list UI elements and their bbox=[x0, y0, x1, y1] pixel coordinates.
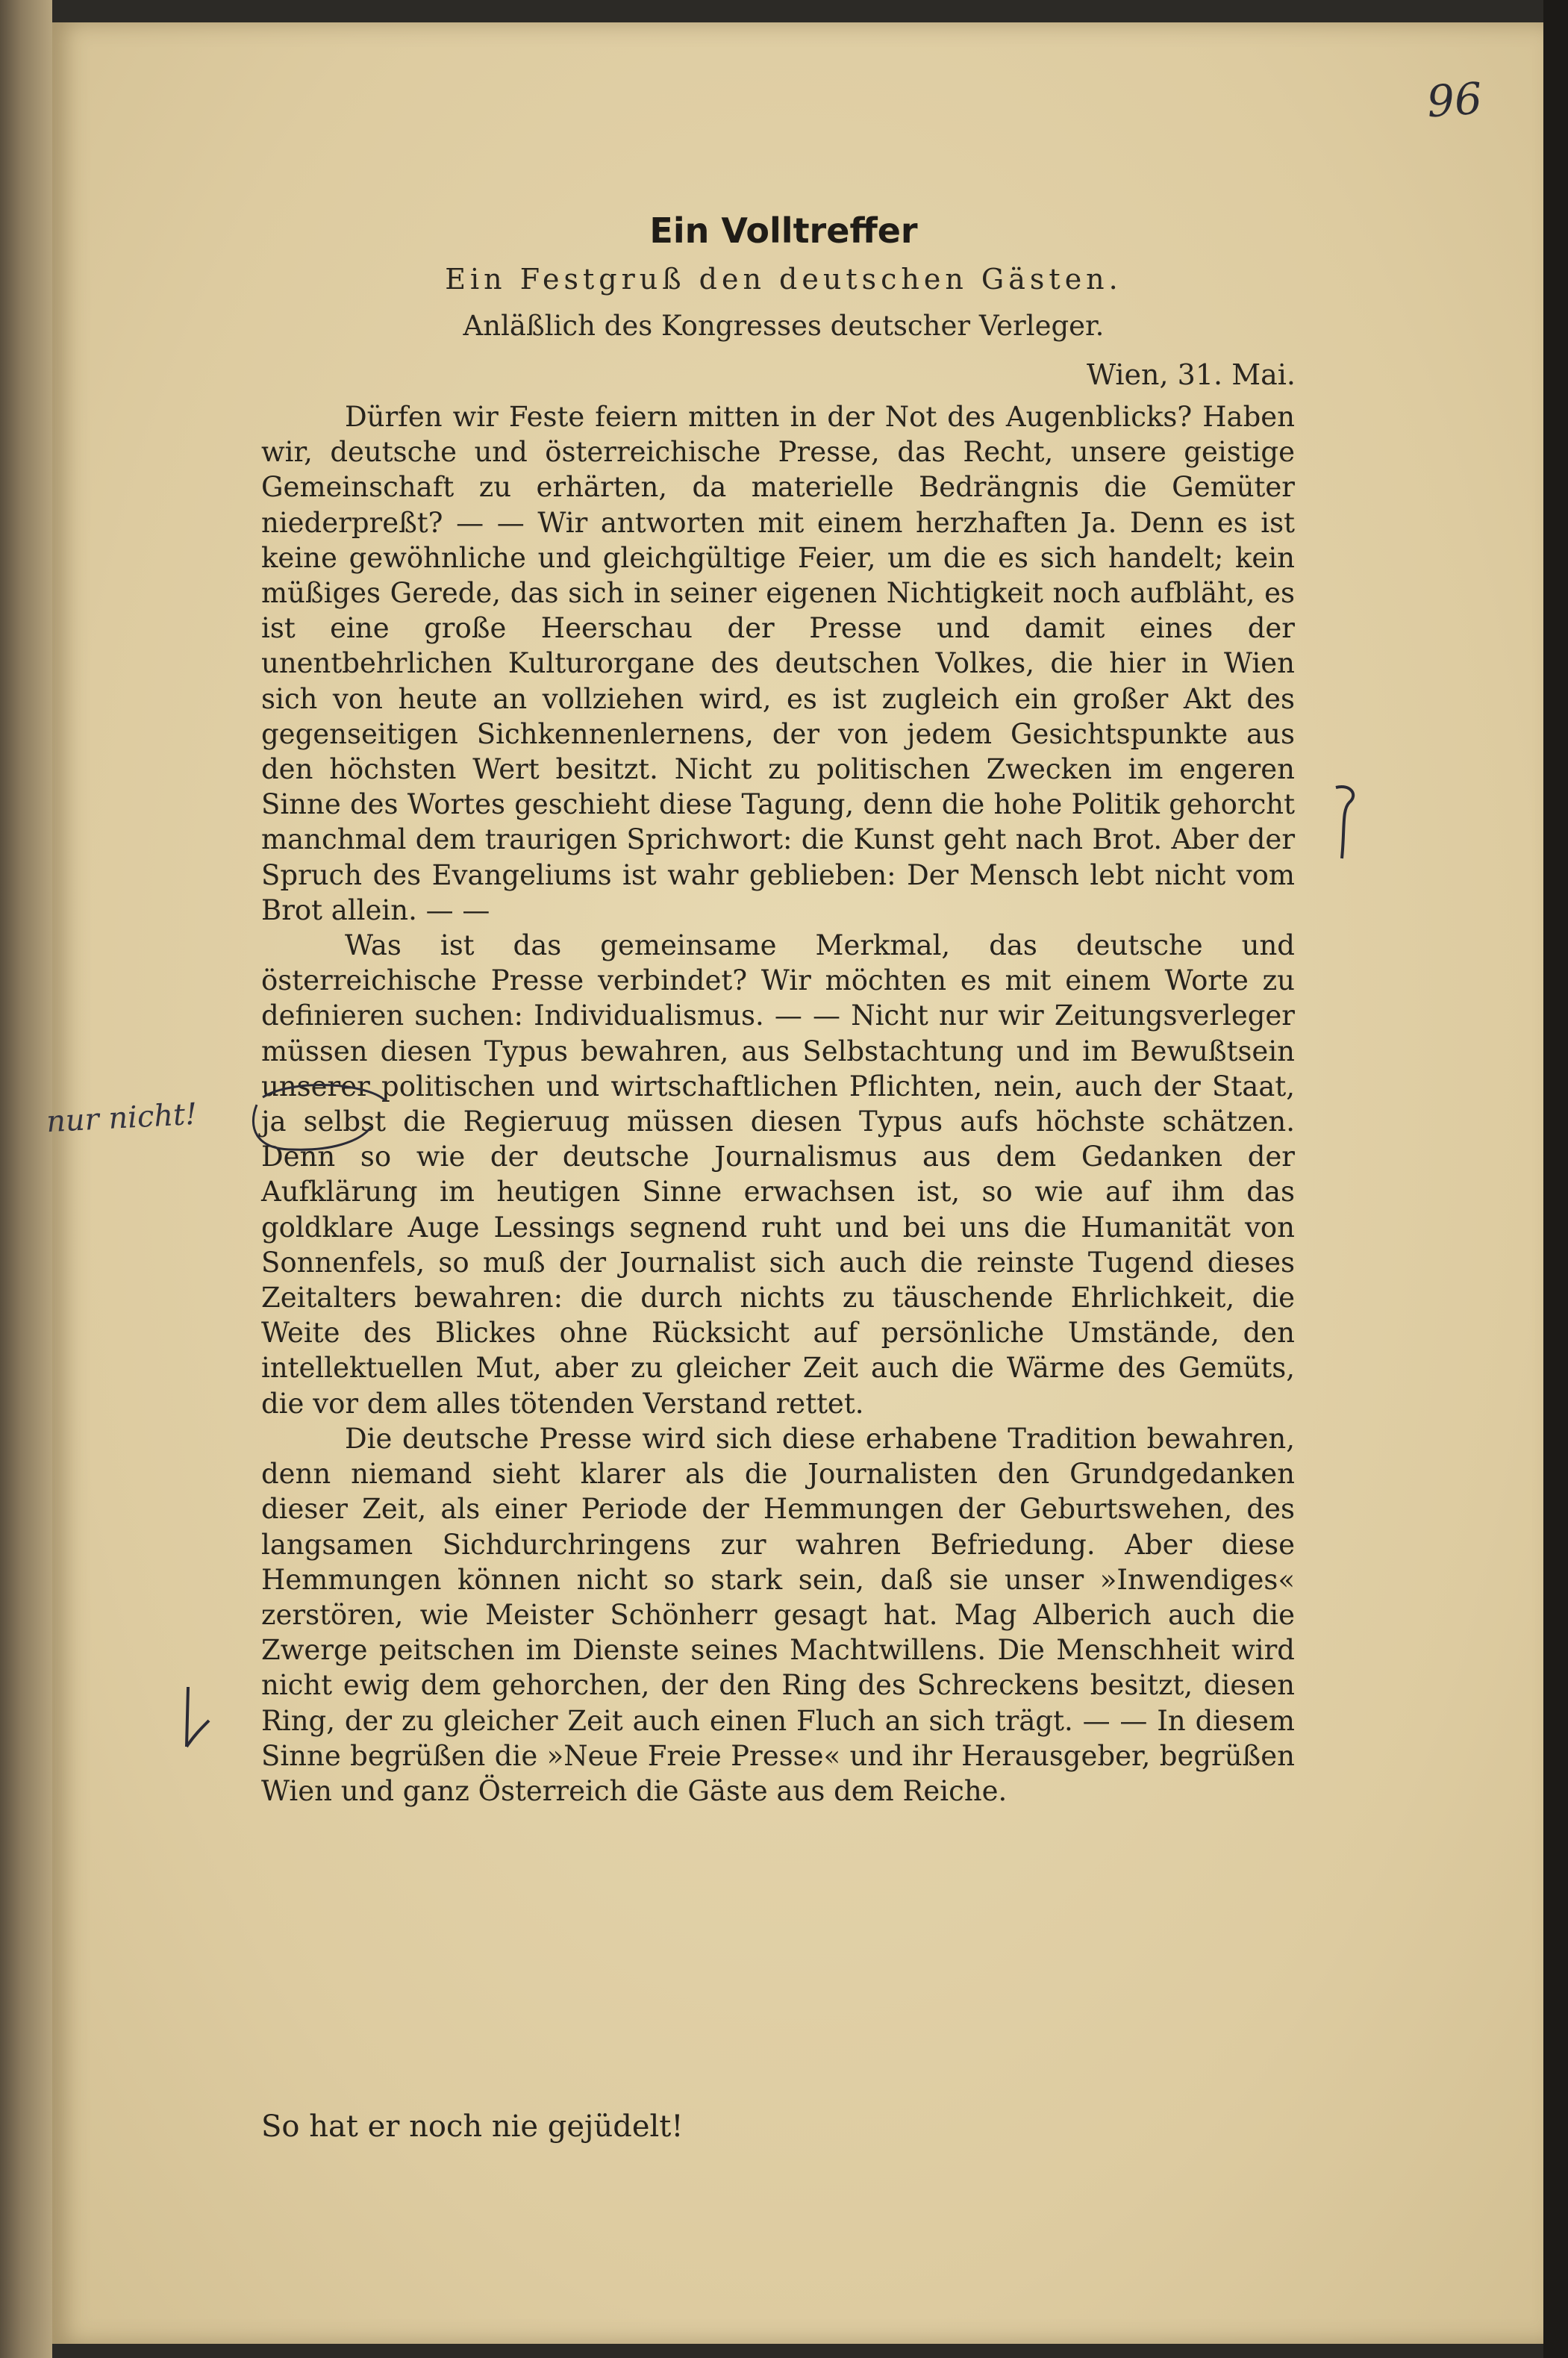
page-number: 96 bbox=[1425, 72, 1484, 128]
dateline: Wien, 31. Mai. bbox=[1087, 358, 1296, 391]
page-edge bbox=[1543, 0, 1568, 2358]
article-subtitle: Ein Festgruß den deutschen Gästen. bbox=[445, 263, 1122, 296]
article-title: Ein Volltreffer bbox=[649, 210, 918, 251]
paragraph-2: Was ist das gemeinsame Merkmal, das deutsche und österreichische Presse verbindet? Wir möchten es mit einem Worte zu definieren suchen: Individualismus. — — Nicht nur wir Zeitungsverleger müssen diesen Typus bewahren, aus Selbstachtung und im Bewußtsein unserer politischen und wirtschaftlichen Pflichten, nein, auch der Staat, ja selbst die Regieruug müssen diesen Typus aufs höchste schätzen. Denn so wie der deutsche Journalismus aus dem Gedanken der Aufklärung im heutigen Sinne erwachsen ist, so wie auf ihm das goldklare Auge Lessings segnend ruht und bei uns die Humanität von Sonnenfels, so muß der Journalist sich auch die reinste Tugend dieses Zeitalters bewahren: die durch nichts zu täuschende Ehrlichkeit, die Weite des Blickes ohne Rücksicht auf persönliche Umstände, den intellektuellen Mut, aber zu gleicher Zeit auch die Wärme des Gemüts, die vor dem alles tötenden Verstand rettet. bbox=[261, 929, 1295, 1420]
handwritten-correction-mark bbox=[1328, 784, 1366, 866]
paragraph-1: Dürfen wir Feste feiern mitten in der Not des Augenblicks? Haben wir, deutsche und österreichische Presse, das Recht, unsere geistige Gemeinschaft zu erhärten, da materielle Bedrängnis die Gemüter niederpreßt? — — Wir antworten mit einem herzhaften Ja. Denn es ist keine gewöhnliche und gleichgültige Feier, um die es sich handelt; kein müßiges Gerede, das sich in seiner eigenen Nichtigkeit noch aufbläht, es ist eine große Heerschau der Presse und damit eines der unentbehrlichen Kulturorgane des deutschen Volkes, die hier in Wien sich von heute an vollziehen wird, es ist zugleich ein großer Akt des gegenseitigen Sichkennenlernens, der von jedem Gesichtspunkte aus den höchsten Wert besitzt. Nicht zu politischen Zwecken im engeren Sinne des Wortes geschieht diese Tagung, denn die hohe Politik gehorcht manchmal dem traurigen Sprichwort: die Kunst geht nach Brot. Aber der Spruch des Evangeliums ist wahr geblieben: Der Mensch lebt nicht vom Brot allein. — — bbox=[261, 401, 1295, 926]
handwritten-circle-mark bbox=[248, 1075, 397, 1157]
article-occasion: Anläßlich des Kongresses deutscher Verleger. bbox=[463, 310, 1105, 342]
handwritten-correction-mark bbox=[179, 1683, 216, 1765]
handwritten-margin-note: nur nicht! bbox=[45, 1097, 199, 1140]
paragraph-3: Die deutsche Presse wird sich diese erhabene Tradition bewahren, denn niemand sieht klarer als die Journalisten den Grundgedanken dieser Zeit, als einer Periode der Hemmungen der Geburtswehen, des langsamen Sichdurchringens zur wahren Befriedung. Aber diese Hemmungen können nicht so stark sein, daß sie unser »Inwendiges« zerstören, wie Meister Schönherr gesagt hat. Mag Alberich auch die Zwerge peitschen im Dienste seines Machtwillens. Die Menschheit wird nicht ewig dem gehorchen, der den Ring des Schreckens besitzt, diesen Ring, der zu gleicher Zeit auch einen Fluch an sich trägt. — — In diesem Sinne begrüßen die »Neue Freie Presse« und ihr Herausgeber, begrüßen Wien und ganz Österreich die Gäste aus dem Reiche. bbox=[261, 1422, 1295, 1807]
article-body bbox=[261, 399, 1295, 1809]
book-spine bbox=[0, 0, 52, 2358]
closing-line: So hat er noch nie gejüdelt! bbox=[261, 2109, 684, 2144]
